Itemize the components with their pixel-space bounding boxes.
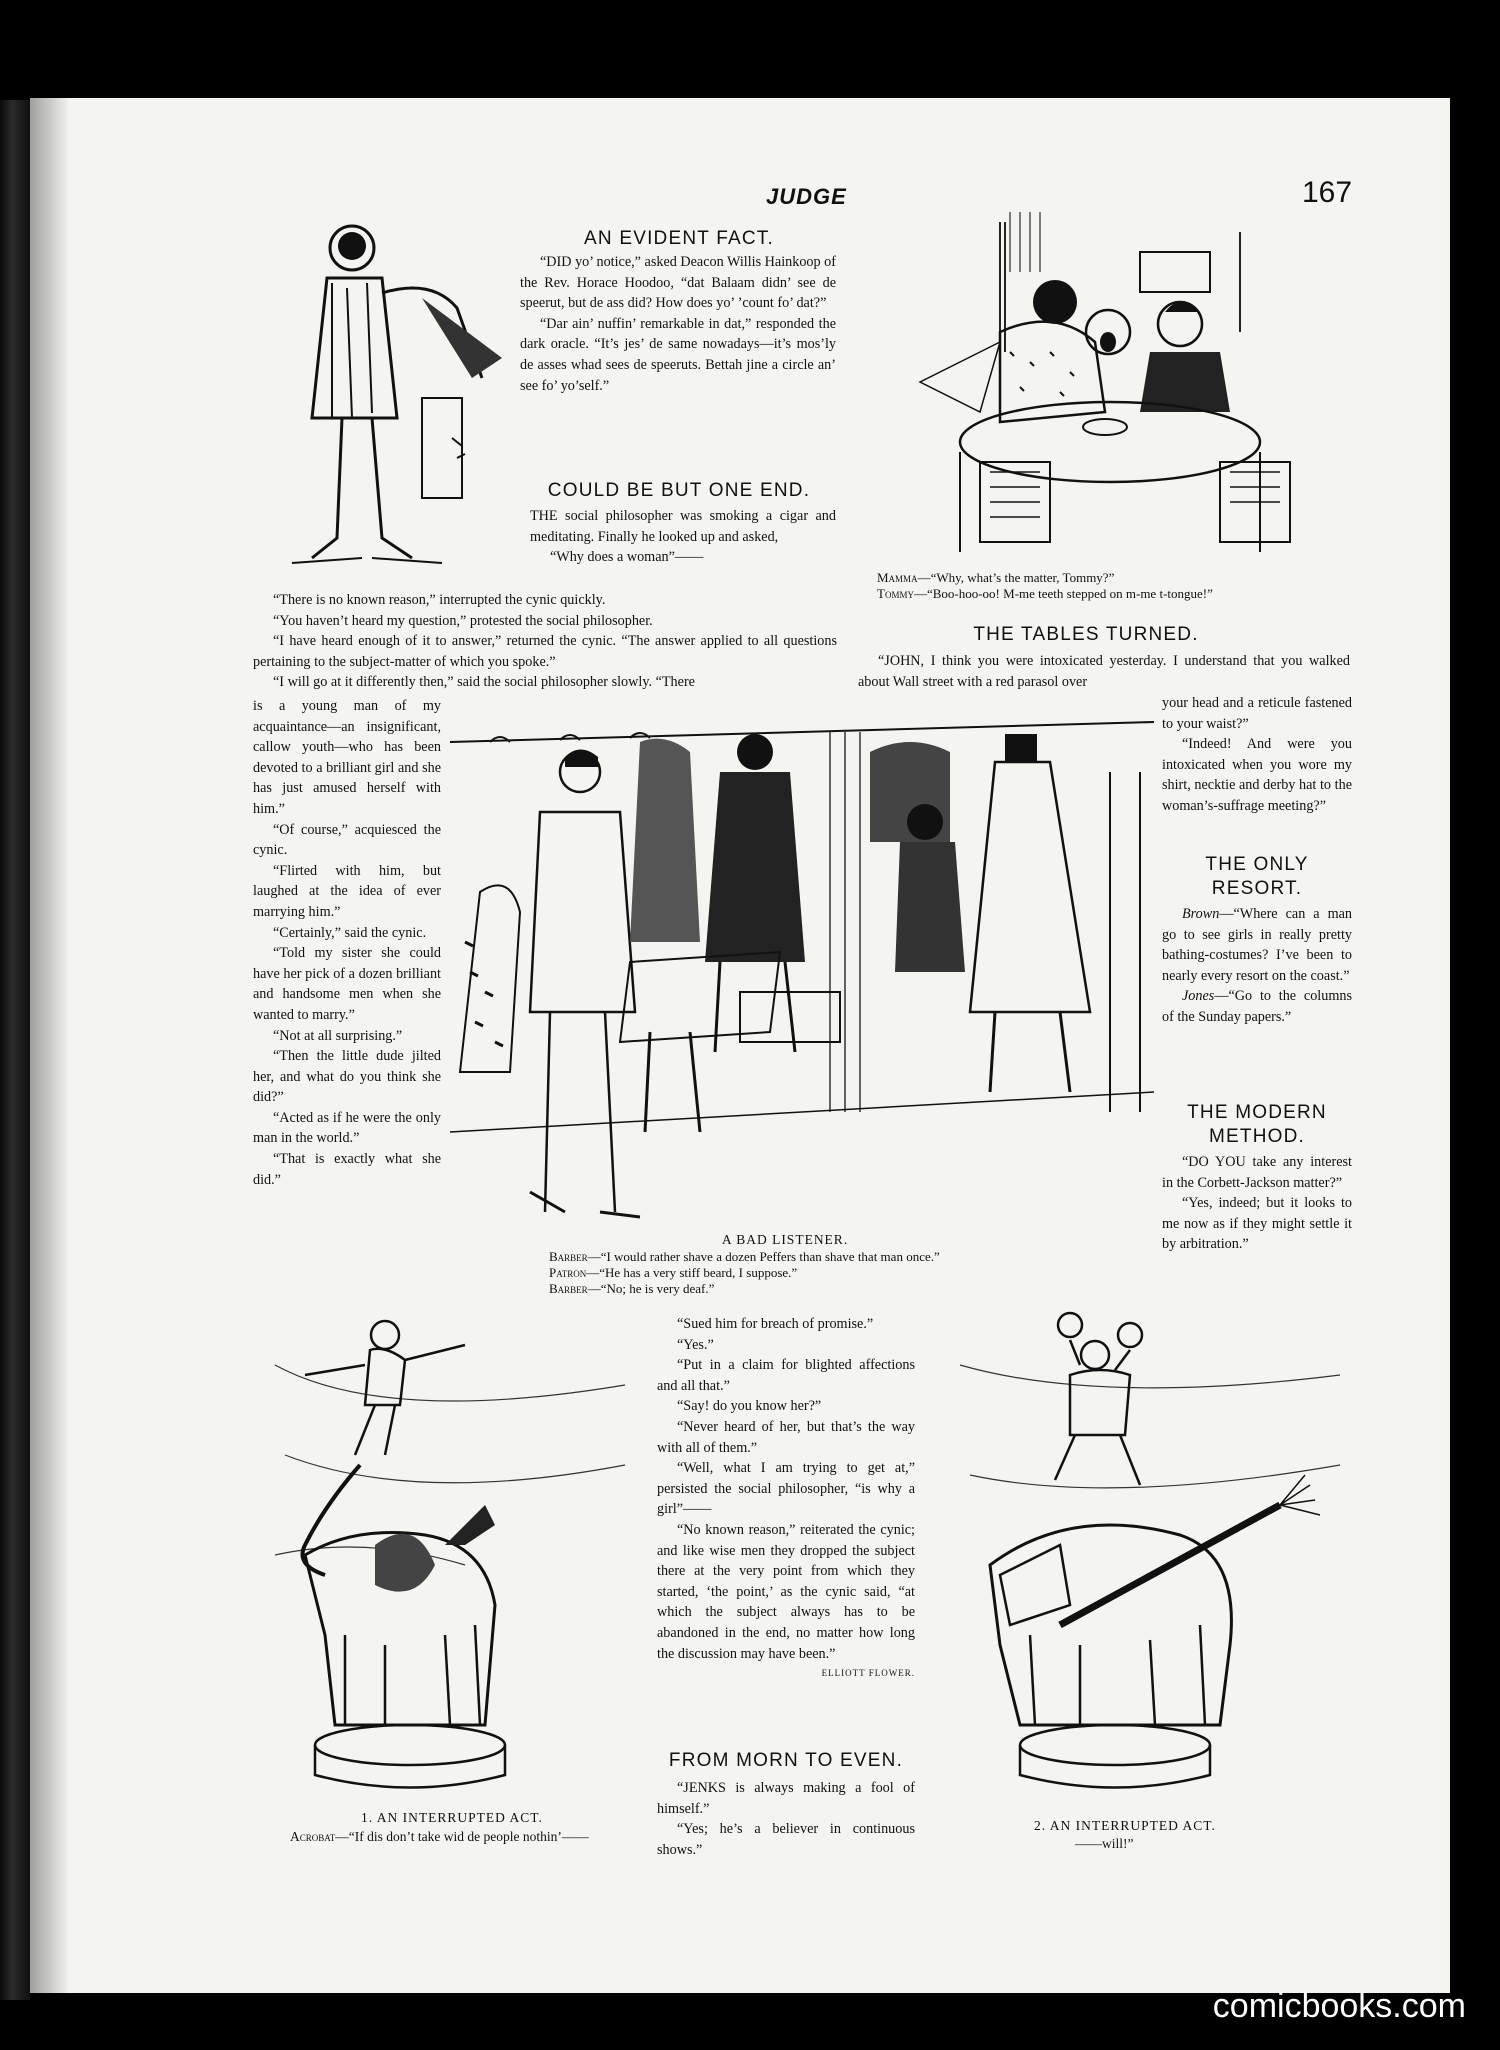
caption-text: —“If dis don’t take wid de people nothin’—— (335, 1829, 589, 1844)
caption-line (877, 570, 1317, 586)
caption-text: —“Boo-hoo-oo! M-me teeth stepped on m-me t-tongue!” (913, 586, 1213, 601)
paragraph: “No known reason,” reiterated the cynic; and like wise men they dropped the subject there at the very point from which they started, ‘the point,’ as the cynic said, “at which the subject always has to be abandoned in the end, no matter how long the discussion may have been.” (657, 1521, 915, 1662)
paragraph: “Sued him for breach of promise.” (677, 1316, 874, 1332)
speaker: Patron (549, 1265, 587, 1280)
author-byline: ELLIOTT FLOWER. (821, 1668, 915, 1679)
paragraph (1162, 904, 1352, 986)
caption-line (549, 1265, 1069, 1281)
modern-method-body (1162, 1152, 1352, 1255)
evident-fact-body (520, 252, 836, 396)
bad-listener-title: A BAD LISTENER. (721, 1232, 849, 1247)
paragraph: “Flirted with him, but laughed at the idea of ever marrying him.” (253, 862, 441, 920)
one-end-continued (657, 1314, 915, 1684)
tommy-illustration (880, 212, 1300, 560)
caption-line (549, 1249, 1069, 1265)
morn-to-even-body (657, 1778, 915, 1860)
speaker: Barber (549, 1249, 588, 1264)
only-resort-title: THE ONLY RESORT. (1205, 854, 1309, 899)
deacon-illustration (272, 218, 512, 576)
dialogue: —“Where can a man go to see girls in really pretty bathing-costumes? I’ve been to nearly every resort on the coast.” (1162, 906, 1352, 984)
page-number: 167 (1302, 176, 1353, 209)
speaker: Tommy (877, 586, 914, 601)
caption-line (549, 1281, 1069, 1297)
byline-row (657, 1662, 915, 1684)
paragraph: “Why does a woman”—— (550, 549, 704, 566)
paragraph: “That is exactly what she did.” (253, 1151, 441, 1188)
caption-text: —“No; he is very deaf.” (587, 1281, 715, 1296)
paragraph: “Well, what I am trying to get at,” persisted the social philosopher, “is why a girl”—— (657, 1460, 915, 1518)
paragraph: “Never heard of her, but that’s the way with all of them.” (657, 1418, 915, 1456)
speaker: Jones (1182, 988, 1215, 1005)
one-end-title: COULD BE BUT ONE END. (547, 480, 811, 501)
act-1-caption (290, 1827, 650, 1846)
caption-text: —“He has a very stiff beard, I suppose.” (586, 1265, 798, 1280)
modern-method-title: THE MODERN METHOD. (1187, 1102, 1327, 1147)
paragraph: “I will go at it differently then,” said the social philosopher slowly. “There (273, 674, 695, 691)
paragraph: THE social philosopher was smoking a cigar and meditating. Finally he looked up and asked, (530, 508, 836, 545)
paragraph: “You haven’t heard my question,” protested the social philosopher. (273, 612, 653, 629)
evident-fact-title: AN EVIDENT FACT. (584, 228, 774, 249)
binding-spine (0, 100, 30, 2000)
speaker: Acrobat (290, 1829, 336, 1844)
tables-turned-intro (858, 651, 1350, 692)
morn-to-even-title: FROM MORN TO EVEN. (668, 1750, 904, 1771)
paragraph: “I have heard enough of it to answer,” returned the cynic. “The answer applied to all questions pertaining to the subject-matter of which you spoke.” (253, 633, 837, 670)
caption-text: —“I would rather shave a dozen Peffers than shave that man once.” (587, 1249, 940, 1264)
paragraph (1162, 986, 1352, 1027)
act-2-caption: ——will!” (1075, 1836, 1134, 1851)
paragraph: your head and a reticule fastened to your waist?” (1162, 695, 1352, 732)
speaker: Brown (1182, 906, 1220, 922)
paragraph: “Say! do you know her?” (677, 1398, 822, 1415)
paragraph: “DO YOU take any interest in the Corbett-Jackson matter?” (1162, 1154, 1352, 1191)
paragraph: “Then the little dude jilted her, and what do you think she did?” (253, 1048, 441, 1106)
speaker: Mamma (877, 570, 918, 585)
paragraph: “Of course,” acquiesced the cynic. (253, 821, 441, 859)
paragraph: “Certainly,” said the cynic. (273, 924, 427, 941)
paragraph: “Put in a claim for blighted affections and all that.” (657, 1357, 915, 1394)
paragraph: is a young man of my acquaintance—an insignificant, callow youth—who has been devoted to a brilliant girl and she has just amused herself with him.” (253, 698, 441, 817)
act-2-title: 2. AN INTERRUPTED ACT. (1034, 1818, 1216, 1833)
elephant-act-2-illustration (950, 1305, 1350, 1805)
only-resort-body (1162, 904, 1352, 1028)
one-end-intro (530, 506, 836, 568)
paragraph: “Yes, indeed; but it looks to me now as if they might settle it by arbitration.” (1162, 1195, 1352, 1253)
paragraph: “JENKS is always making a fool of himself.” (657, 1780, 915, 1817)
tommy-caption (877, 570, 1317, 602)
tables-turned-body (1162, 693, 1352, 817)
act-1-title: 1. AN INTERRUPTED ACT. (361, 1810, 543, 1825)
page-fold-shadow (30, 98, 70, 1993)
paragraph: “Acted as if he were the only man in the world.” (253, 1109, 441, 1147)
paragraph: “DID yo’ notice,” asked Deacon Willis Hainkoop of the Rev. Horace Hoodoo, “dat Balaam didn’ see de speerut, but de ass did? How does yo’ ’count fo’ dat?” (520, 254, 836, 312)
one-end-column (253, 696, 441, 1190)
tables-turned-title: THE TABLES TURNED. (973, 624, 1199, 645)
dialogue: —“Go to the columns of the Sunday papers.” (1162, 988, 1352, 1025)
paragraph: “There is no known reason,” interrupted the cynic quickly. (273, 592, 606, 608)
paragraph: “JOHN, I think you were intoxicated yesterday. I understand that you walked about Wall street with a red parasol over (858, 653, 1350, 690)
paragraph: “Indeed! And were you intoxicated when you wore my shirt, necktie and derby hat to the woman’s-suffrage meeting?” (1162, 736, 1352, 814)
masthead: JUDGE (766, 184, 847, 209)
one-end-wide (253, 590, 837, 693)
paragraph: “Yes; he’s a believer in continuous shows.” (657, 1821, 915, 1858)
barbershop-illustration (450, 712, 1154, 1230)
caption-text: —“Why, what’s the matter, Tommy?” (917, 570, 1115, 585)
bad-listener-caption (549, 1249, 1069, 1297)
paragraph: “Not at all surprising.” (273, 1027, 403, 1044)
watermark-logo: comicbooks.com (1212, 1987, 1466, 2025)
paragraph: “Yes.” (677, 1336, 714, 1353)
caption-line (877, 586, 1317, 602)
paragraph: “Dar ain’ nuffin’ remarkable in dat,” responded the dark oracle. “It’s jes’ de same nowadays—it’s mos’ly de asses whad sees de speeruts. Bettah jine a circle an’ see fo’ yo’self.” (520, 315, 836, 394)
speaker: Barber (549, 1281, 588, 1296)
elephant-act-1-illustration (265, 1305, 635, 1805)
paragraph: “Told my sister she could have her pick of a dozen brilliant and handsome men when she wanted to marry.” (253, 945, 441, 1023)
